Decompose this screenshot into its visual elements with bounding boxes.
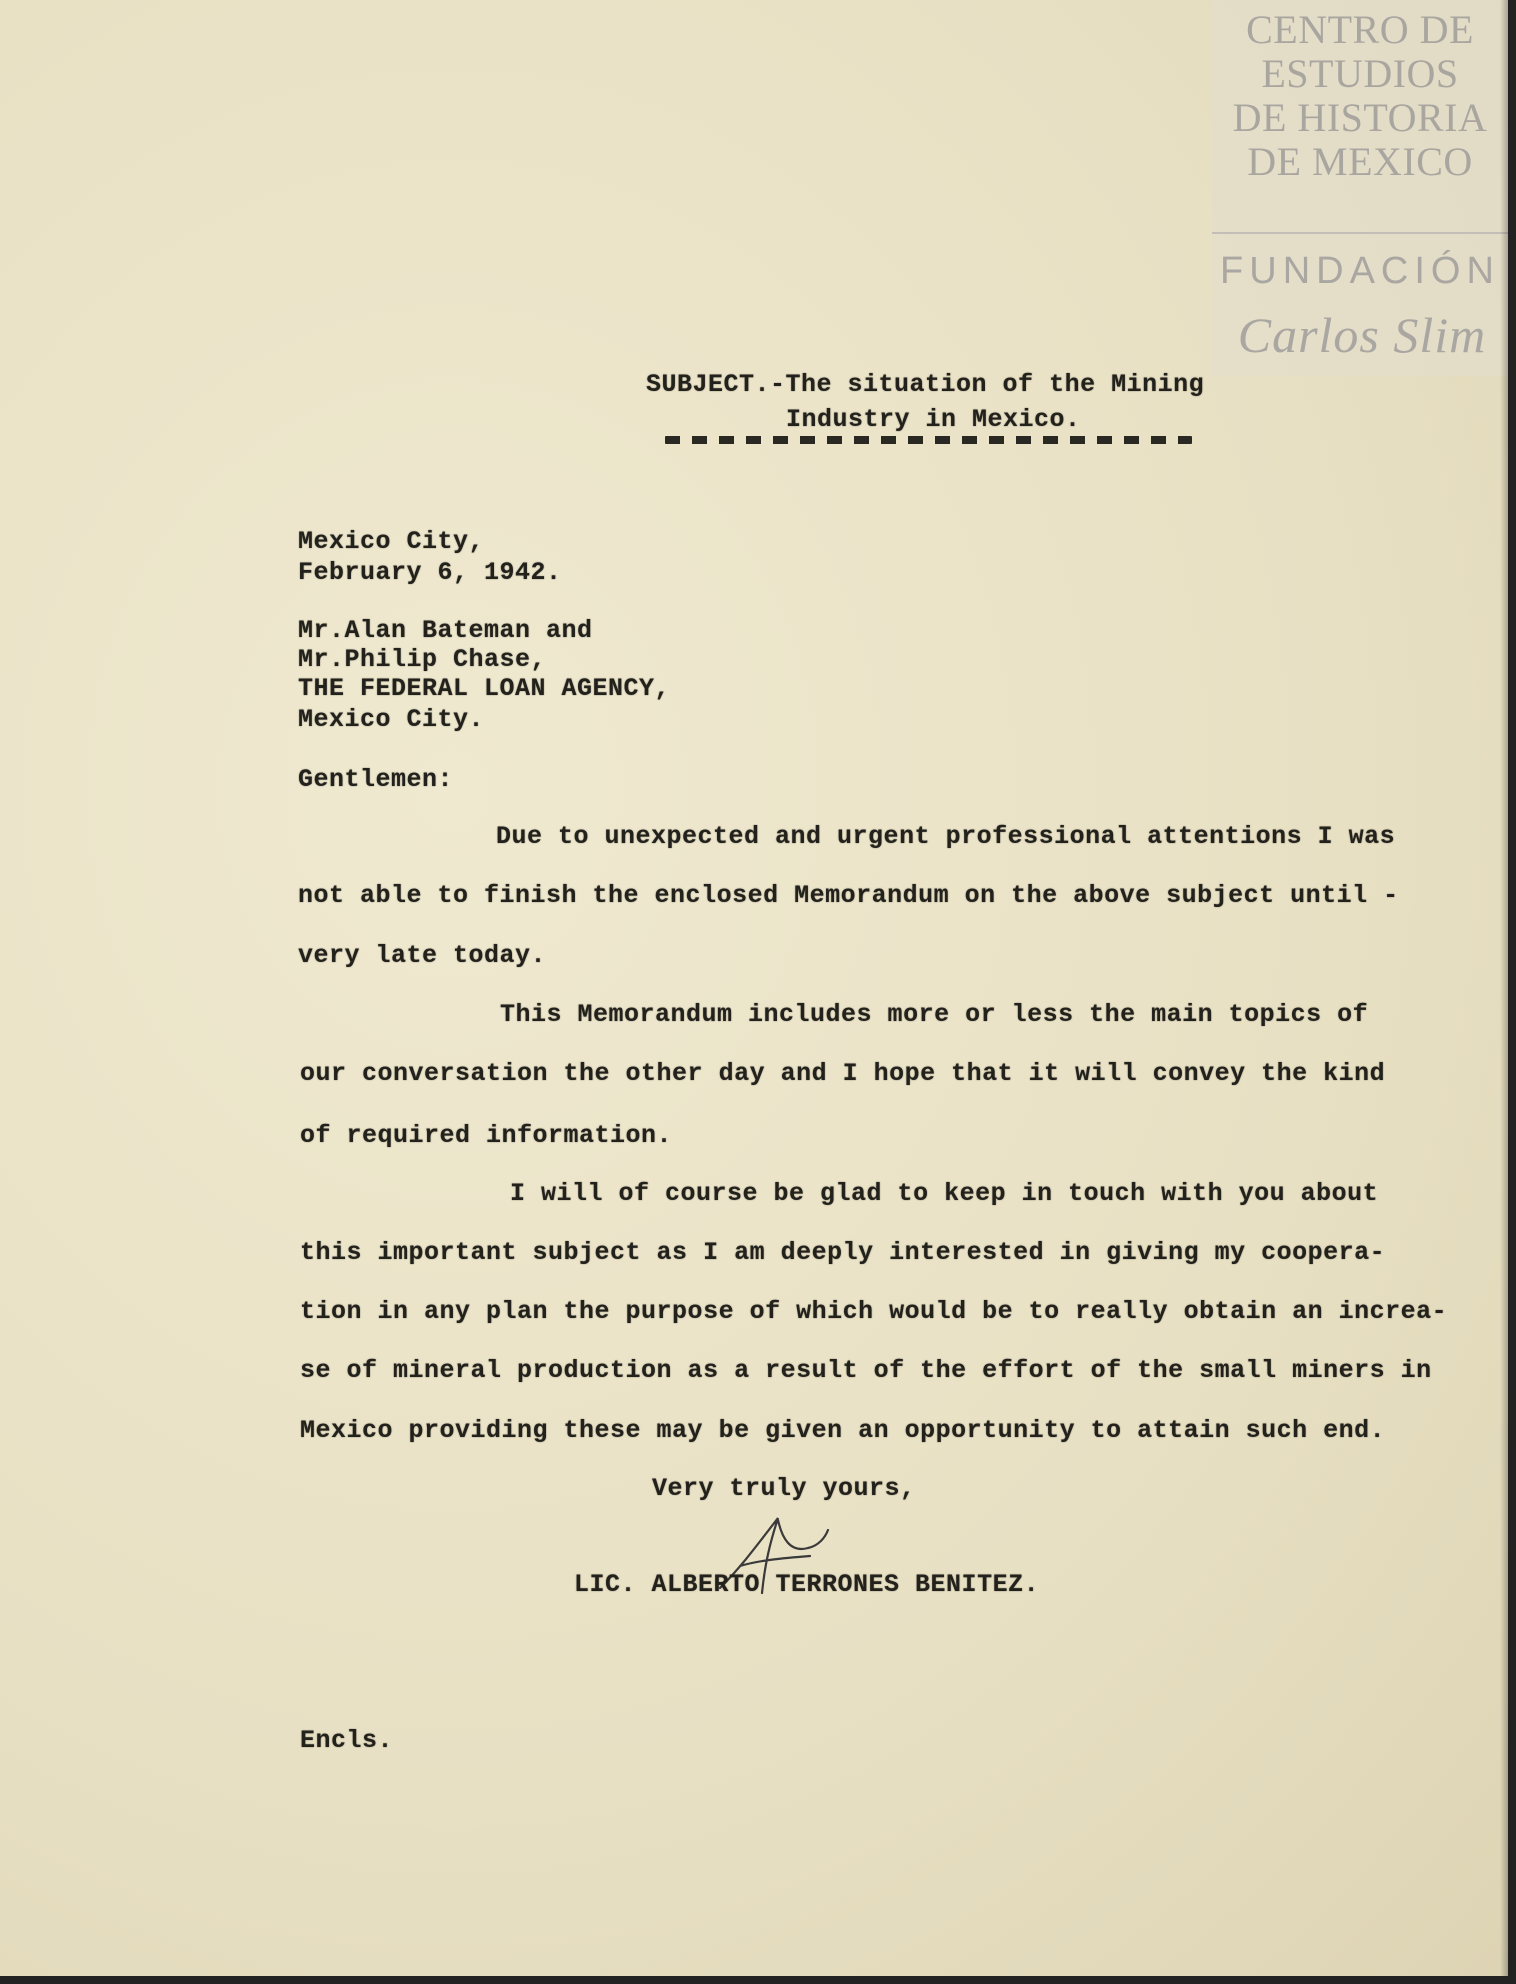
subject-underline [665, 436, 1192, 444]
body-p2-line-3: of required information. [300, 1121, 673, 1150]
signatory-name: LIC. ALBERTO TERRONES BENITEZ. [574, 1570, 1040, 1599]
stamp-line-1: CENTRO DE [1246, 7, 1474, 52]
archive-watermark-stamp [1212, 0, 1508, 376]
body-p3-line-1: I will of course be glad to keep in touch with you about [510, 1179, 1379, 1208]
addressee-line-1: Mr.Alan Bateman and [298, 616, 593, 645]
addressee-line-4: Mexico City. [298, 705, 485, 734]
dateline-city: Mexico City, [298, 527, 485, 556]
body-p3-line-5: Mexico providing these may be given an opportunity to attain such end. [300, 1416, 1386, 1445]
addressee-line-3: THE FEDERAL LOAN AGENCY, [298, 674, 671, 703]
enclosure-note: Encls. [300, 1726, 394, 1755]
stamp-institution-name [1212, 8, 1508, 184]
body-p2-line-1: This Memorandum includes more or less the main topics of [500, 1000, 1369, 1029]
body-p3-line-3: tion in any plan the purpose of which would be to really obtain an increa- [300, 1297, 1448, 1326]
addressee-line-2: Mr.Philip Chase, [298, 645, 547, 674]
stamp-line-2: ESTUDIOS [1261, 51, 1459, 96]
subject-line-1: SUBJECT.-The situation of the Mining [646, 370, 1205, 399]
subject-line-2: Industry in Mexico. [786, 405, 1081, 434]
page-edge-shadow [1500, 0, 1508, 1976]
stamp-line-3: DE HISTORIA [1232, 95, 1488, 140]
body-p3-line-4: se of mineral production as a result of the effort of the small miners in [300, 1356, 1432, 1385]
svg-text:Carlos Slim: Carlos Slim [1237, 307, 1487, 363]
body-p3-line-2: this important subject as I am deeply interested in giving my coopera- [300, 1238, 1386, 1267]
stamp-line-4: DE MEXICO [1247, 139, 1473, 184]
stamp-divider [1212, 232, 1508, 234]
stamp-fundacion: FUNDACIÓN [1220, 250, 1500, 292]
body-p1-line-2: not able to finish the enclosed Memorandum on the above subject until - [298, 881, 1399, 910]
dateline-date: February 6, 1942. [298, 558, 562, 587]
body-p1-line-1: Due to unexpected and urgent professional attentions I was [496, 822, 1396, 851]
salutation: Gentlemen: [298, 765, 454, 794]
stamp-script-logo [1212, 300, 1508, 370]
closing: Very truly yours, [652, 1474, 916, 1503]
body-p1-line-3: very late today. [298, 941, 547, 970]
body-p2-line-2: our conversation the other day and I hope that it will convey the kind [300, 1059, 1386, 1088]
